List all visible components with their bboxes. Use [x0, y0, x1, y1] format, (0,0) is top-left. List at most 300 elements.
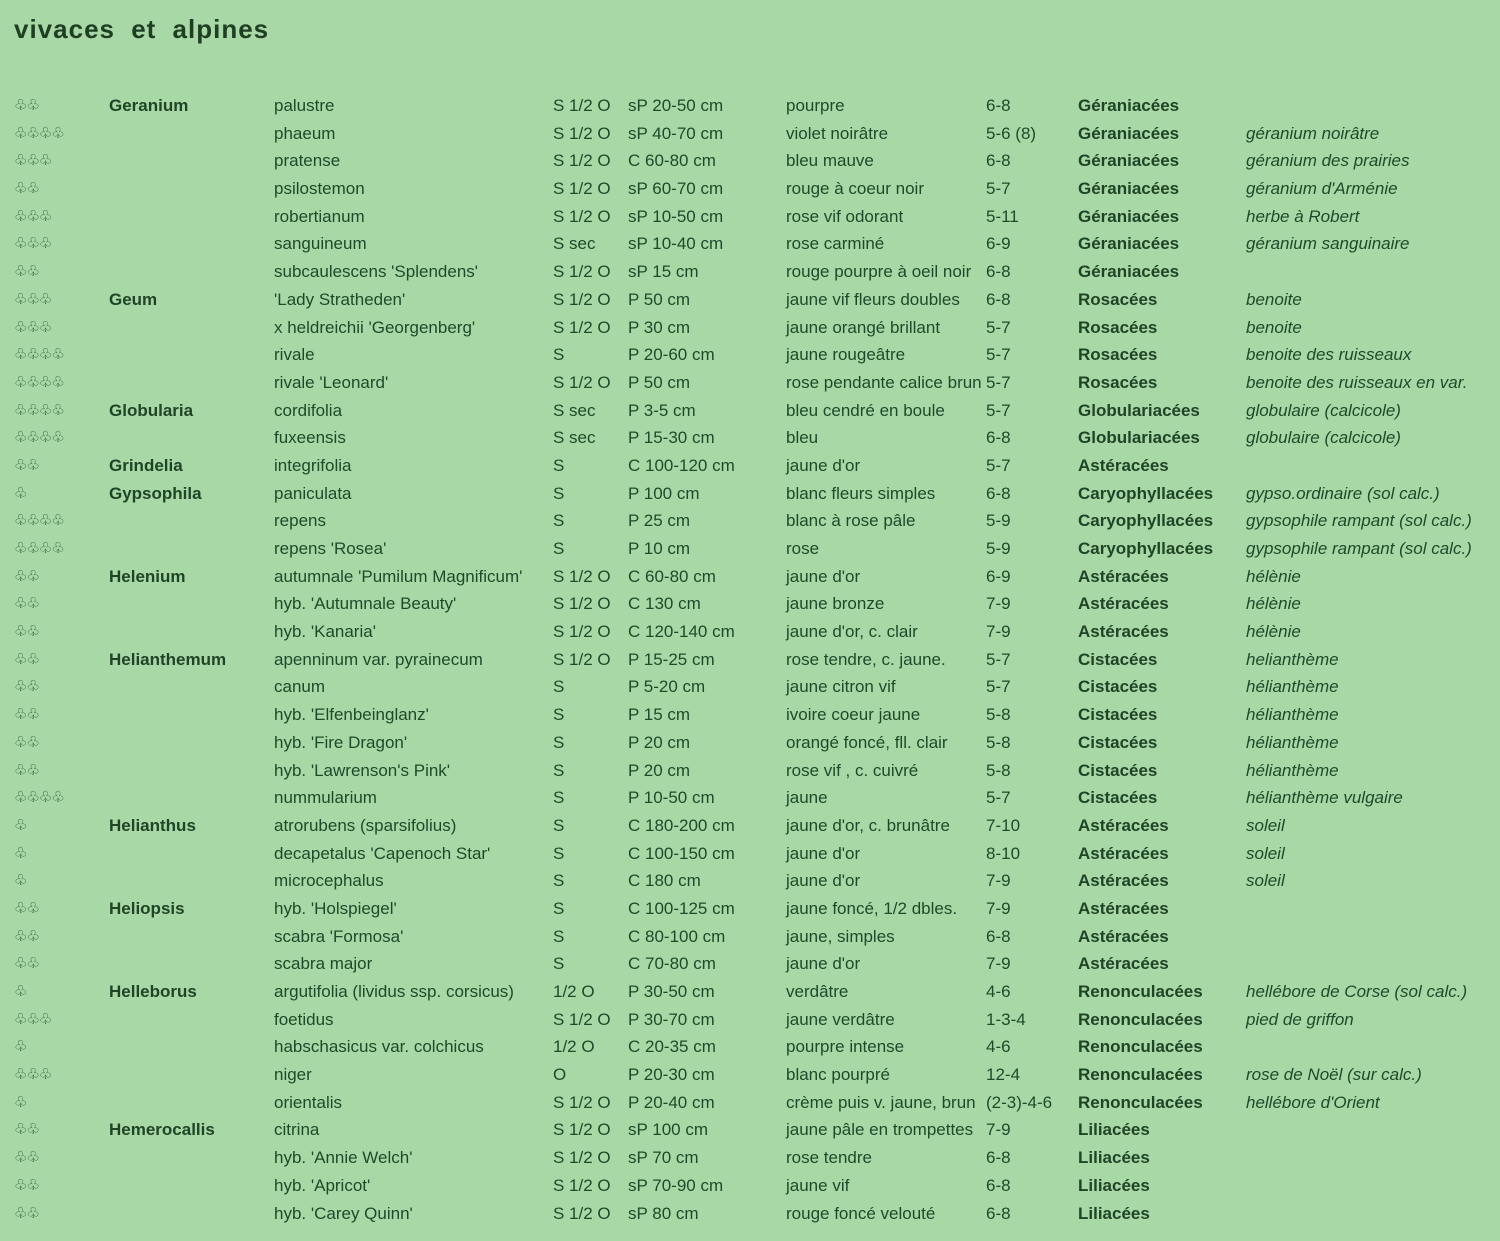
exposure-cell: S [553, 815, 565, 835]
table-row [0, 286, 1500, 314]
bloom-period-cell: 5-7 [986, 649, 1011, 669]
flower-color-cell: jaune vif [786, 1175, 850, 1195]
family-cell: Astéracées [1078, 898, 1169, 918]
genus-cell: Geum [109, 289, 158, 309]
common-name-cell: benoite [1246, 289, 1302, 309]
height-cell: C 180-200 cm [628, 815, 735, 835]
bloom-period-cell: 5-7 [986, 317, 1011, 337]
bloom-period-cell: 12-4 [986, 1065, 1021, 1085]
bloom-period-cell: 6-9 [986, 234, 1011, 254]
bloom-period-cell: (2-3)-4-6 [986, 1092, 1053, 1112]
species-cell: rivale [274, 345, 315, 365]
common-name-cell: soleil [1246, 871, 1285, 891]
species-cell: cordifolia [274, 400, 343, 420]
hardiness-rating-icon: ♧♧♧ [14, 318, 52, 336]
table-row [0, 480, 1500, 508]
flower-color-cell: jaune verdâtre [786, 1009, 895, 1029]
family-cell: Astéracées [1078, 871, 1169, 891]
table-row [0, 92, 1500, 120]
genus-cell: Grindelia [109, 455, 183, 475]
family-cell: Cistacées [1078, 760, 1158, 780]
bloom-period-cell: 6-8 [986, 1148, 1011, 1168]
species-cell: paniculata [274, 483, 352, 503]
height-cell: C 60-80 cm [628, 151, 716, 171]
table-row [0, 895, 1500, 923]
hardiness-rating-icon: ♧♧ [14, 595, 39, 613]
common-name-cell: herbe à Robert [1246, 206, 1360, 226]
species-cell: atrorubens (sparsifolius) [274, 815, 457, 835]
height-cell: P 30-70 cm [628, 1009, 715, 1029]
flower-color-cell: pourpre intense [786, 1037, 905, 1057]
hardiness-rating-icon: ♧♧♧♧ [14, 124, 64, 142]
table-row [0, 175, 1500, 203]
hardiness-rating-icon: ♧♧♧ [14, 152, 52, 170]
species-cell: decapetalus 'Capenoch Star' [274, 843, 491, 863]
table-row [0, 1033, 1500, 1061]
common-name-cell: benoite des ruisseaux en var. [1246, 372, 1468, 392]
family-cell: Géraniacées [1078, 206, 1180, 226]
species-cell: repens [274, 511, 326, 531]
flower-color-cell: jaune bronze [786, 594, 885, 614]
height-cell: sP 20-50 cm [628, 96, 724, 115]
height-cell: sP 60-70 cm [628, 179, 724, 199]
species-cell: sanguineum [274, 234, 367, 254]
family-cell: Géraniacées [1078, 234, 1180, 254]
family-cell: Astéracées [1078, 566, 1169, 586]
family-cell: Globulariacées [1078, 428, 1200, 448]
species-cell: canum [274, 677, 326, 697]
genus-cell: Helianthemum [109, 649, 227, 669]
exposure-cell: S 1/2 O [553, 1175, 611, 1195]
bloom-period-cell: 7-10 [986, 815, 1021, 835]
table-row [0, 923, 1500, 951]
flower-color-cell: bleu cendré en boule [786, 400, 945, 420]
exposure-cell: S 1/2 O [553, 1092, 611, 1112]
height-cell: C 60-80 cm [628, 566, 716, 586]
flower-color-cell: jaune pâle en trompettes [786, 1120, 974, 1140]
exposure-cell: S 1/2 O [553, 179, 611, 199]
table-row [0, 120, 1500, 148]
genus-cell: Heliopsis [109, 898, 185, 918]
common-name-cell: benoite [1246, 317, 1302, 337]
hardiness-rating-icon: ♧♧♧♧ [14, 429, 64, 447]
family-cell: Astéracées [1078, 843, 1169, 863]
flower-color-cell: jaune d'or, c. clair [786, 622, 918, 642]
table-row [0, 1116, 1500, 1144]
species-cell: autumnale 'Pumilum Magnificum' [274, 566, 523, 586]
hardiness-rating-icon: ♧♧ [14, 1204, 39, 1222]
family-cell: Géraniacées [1078, 262, 1180, 282]
family-cell: Rosacées [1078, 372, 1158, 392]
exposure-cell: S 1/2 O [553, 262, 611, 282]
species-cell: hyb. 'Annie Welch' [274, 1148, 413, 1168]
height-cell: P 15-30 cm [628, 428, 715, 448]
bloom-period-cell: 7-9 [986, 594, 1011, 614]
flower-color-cell: jaune d'or [786, 843, 861, 863]
height-cell: P 20-30 cm [628, 1065, 715, 1085]
hardiness-rating-icon: ♧♧ [14, 955, 39, 973]
family-cell: Astéracées [1078, 622, 1169, 642]
family-cell: Géraniacées [1078, 123, 1180, 143]
exposure-cell: S 1/2 O [553, 622, 611, 642]
species-cell: pratense [274, 151, 341, 171]
bloom-period-cell: 4-6 [986, 982, 1011, 1001]
table-row [0, 563, 1500, 591]
common-name-cell: géranium d'Arménie [1246, 179, 1398, 199]
genus-cell: Helenium [109, 566, 186, 586]
table-row [0, 618, 1500, 646]
species-cell: phaeum [274, 123, 336, 143]
flower-color-cell: rose vif , c. cuivré [786, 760, 919, 780]
plant-table [0, 92, 1500, 1227]
exposure-cell: S [553, 926, 565, 946]
flower-color-cell: blanc pourpré [786, 1065, 890, 1085]
species-cell: argutifolia (lividus ssp. corsicus) [274, 982, 514, 1001]
family-cell: Cistacées [1078, 677, 1158, 697]
bloom-period-cell: 5-8 [986, 705, 1011, 725]
bloom-period-cell: 5-6 (8) [986, 123, 1037, 143]
family-cell: Liliacées [1078, 1203, 1150, 1223]
exposure-cell: O [553, 1065, 567, 1085]
table-row [0, 701, 1500, 729]
bloom-period-cell: 7-9 [986, 622, 1011, 642]
common-name-cell: pied de griffon [1246, 1009, 1354, 1029]
exposure-cell: S 1/2 O [553, 1120, 611, 1140]
hardiness-rating-icon: ♧♧ [14, 1121, 39, 1139]
exposure-cell: S [553, 539, 565, 558]
common-name-cell: hélianthème [1246, 732, 1339, 752]
flower-color-cell: jaune foncé, 1/2 dbles. [786, 898, 958, 918]
hardiness-rating-icon: ♧ [14, 983, 27, 1000]
bloom-period-cell: 5-11 [986, 206, 1019, 226]
hardiness-rating-icon: ♧♧ [14, 456, 39, 474]
bloom-period-cell: 6-8 [986, 262, 1011, 282]
bloom-period-cell: 6-9 [986, 566, 1011, 586]
hardiness-rating-icon: ♧♧ [14, 567, 39, 585]
common-name-cell: globulaire (calcicole) [1246, 400, 1401, 420]
exposure-cell: S 1/2 O [553, 1148, 611, 1168]
flower-color-cell: jaune d'or [786, 566, 861, 586]
height-cell: C 120-140 cm [628, 622, 735, 642]
hardiness-rating-icon: ♧♧♧♧ [14, 789, 64, 807]
flower-color-cell: violet noirâtre [786, 123, 889, 143]
family-cell: Astéracées [1078, 815, 1169, 835]
table-row [0, 840, 1500, 868]
hardiness-rating-icon: ♧ [14, 1038, 27, 1056]
exposure-cell: S sec [553, 400, 596, 420]
exposure-cell: S [553, 705, 565, 725]
height-cell: sP 70 cm [628, 1148, 699, 1168]
bloom-period-cell: 5-7 [986, 400, 1011, 420]
species-cell: psilostemon [274, 179, 365, 199]
hardiness-rating-icon: ♧♧♧ [14, 1010, 52, 1028]
hardiness-rating-icon: ♧♧ [14, 650, 39, 668]
exposure-cell: S [553, 455, 565, 475]
table-row [0, 369, 1500, 397]
bloom-period-cell: 6-8 [986, 151, 1011, 171]
family-cell: Renonculacées [1078, 1065, 1203, 1085]
flower-color-cell: jaune [786, 788, 828, 808]
height-cell: P 25 cm [628, 511, 691, 531]
species-cell: hyb. 'Fire Dragon' [274, 732, 408, 752]
hardiness-rating-icon: ♧♧ [14, 1176, 39, 1194]
flower-color-cell: rose tendre [786, 1148, 872, 1168]
table-row [0, 230, 1500, 258]
common-name-cell: hélianthème [1246, 705, 1339, 725]
species-cell: hyb. 'Elfenbeinglanz' [274, 705, 429, 725]
family-cell: Rosacées [1078, 317, 1158, 337]
table-row [0, 147, 1500, 175]
family-cell: Astéracées [1078, 926, 1169, 946]
bloom-period-cell: 6-8 [986, 1203, 1011, 1223]
species-cell: hyb. 'Holspiegel' [274, 898, 397, 918]
height-cell: P 20-60 cm [628, 345, 715, 365]
table-row [0, 1061, 1500, 1089]
bloom-period-cell: 7-9 [986, 1120, 1011, 1140]
exposure-cell: S 1/2 O [553, 594, 611, 614]
bloom-period-cell: 7-9 [986, 954, 1011, 974]
flower-color-cell: jaune d'or [786, 954, 861, 974]
table-row [0, 203, 1500, 231]
species-cell: nummularium [274, 788, 377, 808]
family-cell: Astéracées [1078, 455, 1169, 475]
family-cell: Renonculacées [1078, 1009, 1203, 1029]
family-cell: Cistacées [1078, 705, 1158, 725]
bloom-period-cell: 6-8 [986, 96, 1011, 115]
exposure-cell: S [553, 511, 565, 531]
height-cell: C 180 cm [628, 871, 701, 891]
hardiness-rating-icon: ♧♧ [14, 678, 39, 696]
flower-color-cell: rouge foncé velouté [786, 1203, 936, 1223]
height-cell: P 3-5 cm [628, 400, 696, 420]
flower-color-cell: crème puis v. jaune, brun [786, 1092, 976, 1112]
family-cell: Globulariacées [1078, 400, 1200, 420]
table-row [0, 314, 1500, 342]
common-name-cell: globulaire (calcicole) [1246, 428, 1401, 448]
common-name-cell: hélènie [1246, 566, 1301, 586]
height-cell: C 130 cm [628, 594, 701, 614]
exposure-cell: S 1/2 O [553, 649, 611, 669]
flower-color-cell: blanc à rose pâle [786, 511, 916, 531]
flower-color-cell: jaune rougeâtre [786, 345, 906, 365]
family-cell: Liliacées [1078, 1120, 1150, 1140]
height-cell: P 20-40 cm [628, 1092, 715, 1112]
exposure-cell: S 1/2 O [553, 317, 611, 337]
flower-color-cell: rose vif odorant [786, 206, 904, 226]
table-row [0, 341, 1500, 369]
exposure-cell: S sec [553, 428, 596, 448]
flower-color-cell: ivoire coeur jaune [786, 705, 921, 725]
height-cell: P 100 cm [628, 483, 700, 503]
hardiness-rating-icon: ♧♧♧♧ [14, 512, 64, 530]
hardiness-rating-icon: ♧♧♧ [14, 1066, 52, 1084]
hardiness-rating-icon: ♧♧ [14, 899, 39, 917]
height-cell: P 15-25 cm [628, 649, 715, 669]
height-cell: C 80-100 cm [628, 926, 726, 946]
bloom-period-cell: 5-7 [986, 372, 1011, 392]
flower-color-cell: verdâtre [786, 982, 849, 1001]
exposure-cell: S [553, 677, 565, 697]
bloom-period-cell: 5-8 [986, 732, 1011, 752]
family-cell: Caryophyllacées [1078, 483, 1214, 503]
table-row [0, 950, 1500, 978]
common-name-cell: soleil [1246, 815, 1285, 835]
height-cell: P 30-50 cm [628, 982, 715, 1001]
species-cell: rivale 'Leonard' [274, 372, 389, 392]
species-cell: hyb. 'Autumnale Beauty' [274, 594, 457, 614]
flower-color-cell: blanc fleurs simples [786, 483, 936, 503]
family-cell: Caryophyllacées [1078, 539, 1214, 558]
flower-color-cell: jaune d'or [786, 871, 861, 891]
common-name-cell: gypsophile rampant (sol calc.) [1246, 539, 1472, 558]
species-cell: x heldreichii 'Georgenberg' [274, 317, 476, 337]
height-cell: C 100-120 cm [628, 455, 735, 475]
bloom-period-cell: 1-3-4 [986, 1009, 1026, 1029]
flower-color-cell: jaune d'or [786, 455, 861, 475]
common-name-cell: benoite des ruisseaux [1246, 345, 1412, 365]
common-name-cell: rose de Noël (sur calc.) [1246, 1065, 1422, 1085]
species-cell: niger [274, 1065, 312, 1085]
exposure-cell: S 1/2 O [553, 206, 611, 226]
family-cell: Renonculacées [1078, 982, 1203, 1001]
hardiness-rating-icon: ♧♧ [14, 1149, 39, 1167]
bloom-period-cell: 6-8 [986, 1175, 1011, 1195]
family-cell: Cistacées [1078, 788, 1158, 808]
common-name-cell: géranium des prairies [1246, 151, 1410, 171]
exposure-cell: 1/2 O [553, 982, 595, 1001]
exposure-cell: S [553, 788, 565, 808]
family-cell: Cistacées [1078, 732, 1158, 752]
family-cell: Renonculacées [1078, 1037, 1203, 1057]
family-cell: Astéracées [1078, 954, 1169, 974]
exposure-cell: S [553, 954, 565, 974]
common-name-cell: hellébore de Corse (sol calc.) [1246, 982, 1468, 1001]
genus-cell: Helianthus [109, 815, 196, 835]
bloom-period-cell: 5-7 [986, 788, 1011, 808]
table-row [0, 784, 1500, 812]
table-row [0, 867, 1500, 895]
exposure-cell: S [553, 843, 565, 863]
height-cell: P 30 cm [628, 317, 691, 337]
genus-cell: Gypsophila [109, 483, 202, 503]
hardiness-rating-icon: ♧♧ [14, 761, 39, 779]
species-cell: citrina [274, 1120, 320, 1140]
species-cell: scabra major [274, 954, 373, 974]
flower-color-cell: rouge pourpre à oeil noir [786, 262, 972, 282]
table-row [0, 673, 1500, 701]
height-cell: C 100-150 cm [628, 843, 735, 863]
table-row [0, 978, 1500, 1006]
exposure-cell: S 1/2 O [553, 372, 611, 392]
common-name-cell: hélènie [1246, 594, 1301, 614]
bloom-period-cell: 4-6 [986, 1037, 1011, 1057]
common-name-cell: géranium noirâtre [1246, 123, 1380, 143]
family-cell: Géraniacées [1078, 96, 1180, 115]
hardiness-rating-icon: ♧♧♧ [14, 290, 52, 308]
flower-color-cell: rose [786, 539, 820, 558]
bloom-period-cell: 5-9 [986, 511, 1011, 531]
bloom-period-cell: 8-10 [986, 843, 1021, 863]
table-row [0, 1172, 1500, 1200]
flower-color-cell: orangé foncé, fll. clair [786, 732, 948, 752]
table-row [0, 1089, 1500, 1117]
species-cell: 'Lady Stratheden' [274, 289, 406, 309]
bloom-period-cell: 6-8 [986, 289, 1011, 309]
genus-cell: Helleborus [109, 982, 197, 1001]
table-row [0, 646, 1500, 674]
exposure-cell: S 1/2 O [553, 96, 611, 115]
species-cell: integrifolia [274, 455, 352, 475]
table-row [0, 452, 1500, 480]
exposure-cell: S 1/2 O [553, 289, 611, 309]
exposure-cell: S [553, 760, 565, 780]
genus-cell: Globularia [109, 400, 194, 420]
exposure-cell: S [553, 345, 565, 365]
flower-color-cell: rose pendante calice brun [786, 372, 982, 392]
flower-color-cell: bleu [786, 428, 819, 448]
height-cell: sP 100 cm [628, 1120, 709, 1140]
exposure-cell: S 1/2 O [553, 151, 611, 171]
flower-color-cell: rose carminé [786, 234, 885, 254]
height-cell: P 15 cm [628, 705, 691, 725]
hardiness-rating-icon: ♧ [14, 872, 27, 890]
exposure-cell: 1/2 O [553, 1037, 595, 1057]
species-cell: fuxeensis [274, 428, 346, 448]
species-cell: hyb. 'Carey Quinn' [274, 1203, 413, 1223]
common-name-cell: gypso.ordinaire (sol calc.) [1246, 483, 1440, 503]
table-row [0, 1200, 1500, 1228]
species-cell: habschasicus var. colchicus [274, 1037, 484, 1057]
hardiness-rating-icon: ♧♧ [14, 706, 39, 724]
bloom-period-cell: 6-8 [986, 428, 1011, 448]
bloom-period-cell: 6-8 [986, 483, 1011, 503]
family-cell: Liliacées [1078, 1175, 1150, 1195]
hardiness-rating-icon: ♧ [14, 484, 27, 502]
hardiness-rating-icon: ♧♧♧♧ [14, 346, 64, 364]
table-row [0, 258, 1500, 286]
species-cell: hyb. 'Lawrenson's Pink' [274, 760, 451, 780]
flower-color-cell: rouge à coeur noir [786, 179, 924, 199]
common-name-cell: hélianthème [1246, 677, 1339, 697]
exposure-cell: S [553, 898, 565, 918]
species-cell: robertianum [274, 206, 365, 226]
hardiness-rating-icon: ♧♧ [14, 733, 39, 751]
table-row [0, 1006, 1500, 1034]
hardiness-rating-icon: ♧♧ [14, 180, 39, 198]
flower-color-cell: jaune d'or, c. brunâtre [786, 815, 950, 835]
hardiness-rating-icon: ♧♧ [14, 623, 39, 641]
height-cell: P 10 cm [628, 539, 691, 558]
common-name-cell: hélianthème [1246, 760, 1339, 780]
flower-color-cell: jaune, simples [786, 926, 895, 946]
species-cell: apenninum var. pyrainecum [274, 649, 483, 669]
hardiness-rating-icon: ♧♧♧ [14, 235, 52, 253]
table-row [0, 424, 1500, 452]
family-cell: Rosacées [1078, 289, 1158, 309]
height-cell: sP 70-90 cm [628, 1175, 724, 1195]
flower-color-cell: jaune citron vif [786, 677, 896, 697]
hardiness-rating-icon: ♧♧ [14, 927, 39, 945]
exposure-cell: S 1/2 O [553, 1203, 611, 1223]
hardiness-rating-icon: ♧ [14, 1093, 27, 1111]
flower-color-cell: jaune orangé brillant [786, 317, 941, 337]
flower-color-cell: bleu mauve [786, 151, 874, 171]
family-cell: Cistacées [1078, 649, 1158, 669]
genus-cell: Geranium [109, 96, 189, 115]
hardiness-rating-icon: ♧♧♧♧ [14, 373, 64, 391]
exposure-cell: S sec [553, 234, 596, 254]
exposure-cell: S [553, 871, 565, 891]
